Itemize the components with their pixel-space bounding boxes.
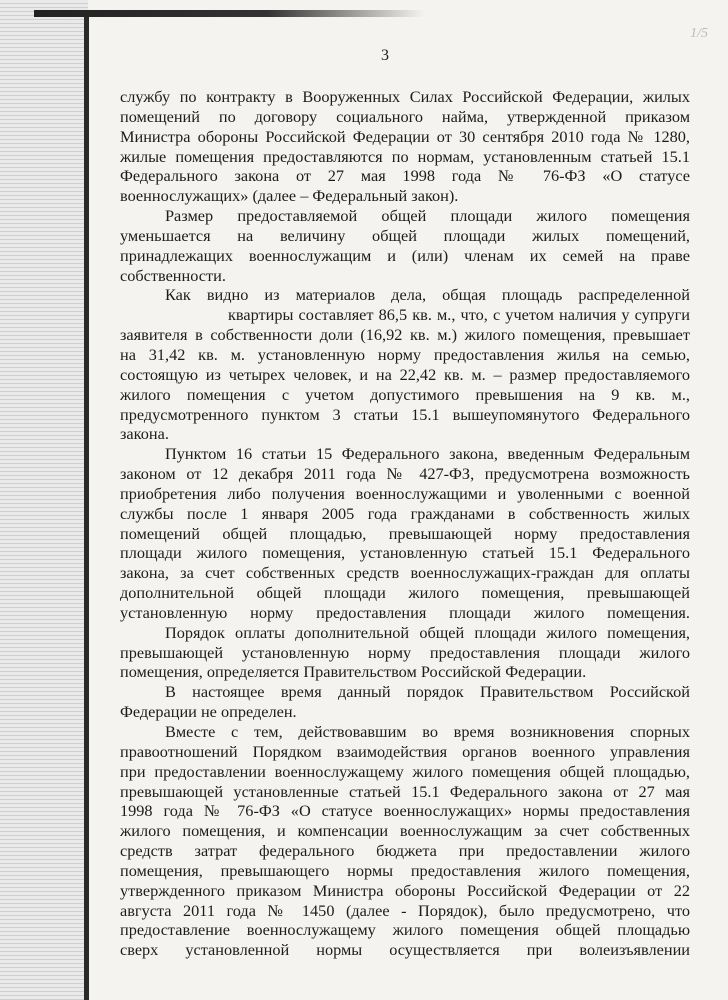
text-line: превышающей установленную норму предоставления площади жилого — [120, 642, 690, 662]
text-line: Министра обороны Российской Федерации от 30 сентября 2010 года № 1280, — [120, 126, 690, 146]
text-line: сверх установленной нормы осуществляется при волеизъявлении — [120, 940, 690, 960]
text-line: средств затрат федерального бюджета при предоставлении жилого — [120, 841, 690, 861]
scan-shadow — [34, 10, 424, 17]
page-number: 3 — [381, 47, 389, 64]
text-line: службу по контракту в Вооруженных Силах Российской Федерации, жилых — [120, 87, 690, 106]
text-line: помещений по договору социального найма, утвержденной приказом — [120, 106, 690, 126]
text-line: В настоящее время данный порядок Правительством Российской — [165, 682, 690, 702]
handwritten-mark: 1/5 — [690, 26, 708, 41]
text-line: помещения, определяется Правительством Российской Федерации. — [120, 662, 587, 682]
text-line: при предоставлении военнослужащему жилого помещения общей площадью, — [120, 761, 690, 781]
text-line: 1998 года № 76-ФЗ «О статусе военнослужащих» нормы предоставления — [120, 801, 690, 821]
text-line: Федерального закона от 27 мая 1998 года № 76-ФЗ «О статусе — [120, 166, 690, 186]
text-line: предусмотренного пунктом 3 статьи 15.1 вышеупомянутого Федерального — [120, 404, 690, 424]
text-line: Пунктом 16 статьи 15 Федерального закона, введенным Федеральным — [165, 444, 690, 464]
text-line: правоотношений Порядком взаимодействия органов военного управления — [120, 741, 690, 761]
text-line: превышающей установленные статьей 15.1 Федерального закона от 27 мая — [120, 781, 690, 801]
text-line: заявителя в собственности доли (16,92 кв. м.) жилого помещения, превышает — [120, 325, 690, 345]
text-line: законом от 12 декабря 2011 года № 427-ФЗ, предусмотрена возможность — [120, 464, 690, 484]
text-line: квартиры составляет 86,5 кв. м., что, с учетом наличия у супруги — [228, 305, 690, 325]
text-line: жилого помещения с учетом допустимого превышения на 9 кв. м., — [120, 384, 690, 404]
scanner-edge — [0, 0, 88, 1000]
scanner-edge-line — [84, 14, 89, 1000]
text-line: службы после 1 января 2005 года гражданами в собственность жилых — [120, 503, 690, 523]
text-line: помещений общей площадью, превышающей норму предоставления — [120, 523, 690, 543]
text-line: жилого помещения, и компенсации военнослужащим за счет собственных — [120, 821, 690, 841]
text-line: дополнительной общей площади жилого помещения, превышающей — [120, 583, 690, 603]
text-line: предоставление военнослужащему жилого помещения общей площадью — [120, 920, 690, 940]
text-line: помещения, превышающего нормы предоставления жилого помещения, — [120, 860, 690, 880]
text-line: Федерации не определен. — [120, 702, 297, 722]
text-line: военнослужащих» (далее – Федеральный закон). — [120, 186, 459, 206]
text-line: утвержденного приказом Министра обороны Российской Федерации от 22 — [120, 880, 690, 900]
text-line: Как видно из материалов дела, общая площадь распределенной — [165, 285, 690, 305]
text-line: приобретения либо получения военнослужащими и уволенными с военной — [120, 483, 690, 503]
text-line: закона. — [120, 424, 169, 444]
text-line: на 31,42 кв. м. установленную норму предоставления жилья на семью, — [120, 344, 690, 364]
text-line: Порядок оплаты дополнительной общей площади жилого помещения, — [165, 622, 690, 642]
text-line: Размер предоставляемой общей площади жилого помещения — [165, 206, 690, 226]
text-line: Вместе с тем, действовавшим во время возникновения спорных — [165, 722, 690, 741]
text-line: собственности. — [120, 265, 226, 285]
text-line: состоящую из четырех человек, и на 22,42 кв. м. – размер предоставляемого — [120, 364, 690, 384]
text-line: установленную норму предоставления площади жилого помещения. — [120, 602, 690, 622]
text-line: принадлежащих военнослужащим и (или) членам их семей на праве — [120, 245, 690, 265]
document-body — [120, 87, 690, 960]
text-line: жилые помещения предоставляются по нормам, установленным статьей 15.1 — [120, 146, 690, 166]
text-line: закона, за счет собственных средств военнослужащих-граждан для оплаты — [120, 563, 690, 583]
text-line: августа 2011 года № 1450 (далее - Порядок), было предусмотрено, что — [120, 900, 690, 920]
text-line: уменьшается на величину общей площади жилых помещений, — [120, 225, 690, 245]
text-line: площади жилого помещения, установленную статьей 15.1 Федерального — [120, 543, 690, 563]
